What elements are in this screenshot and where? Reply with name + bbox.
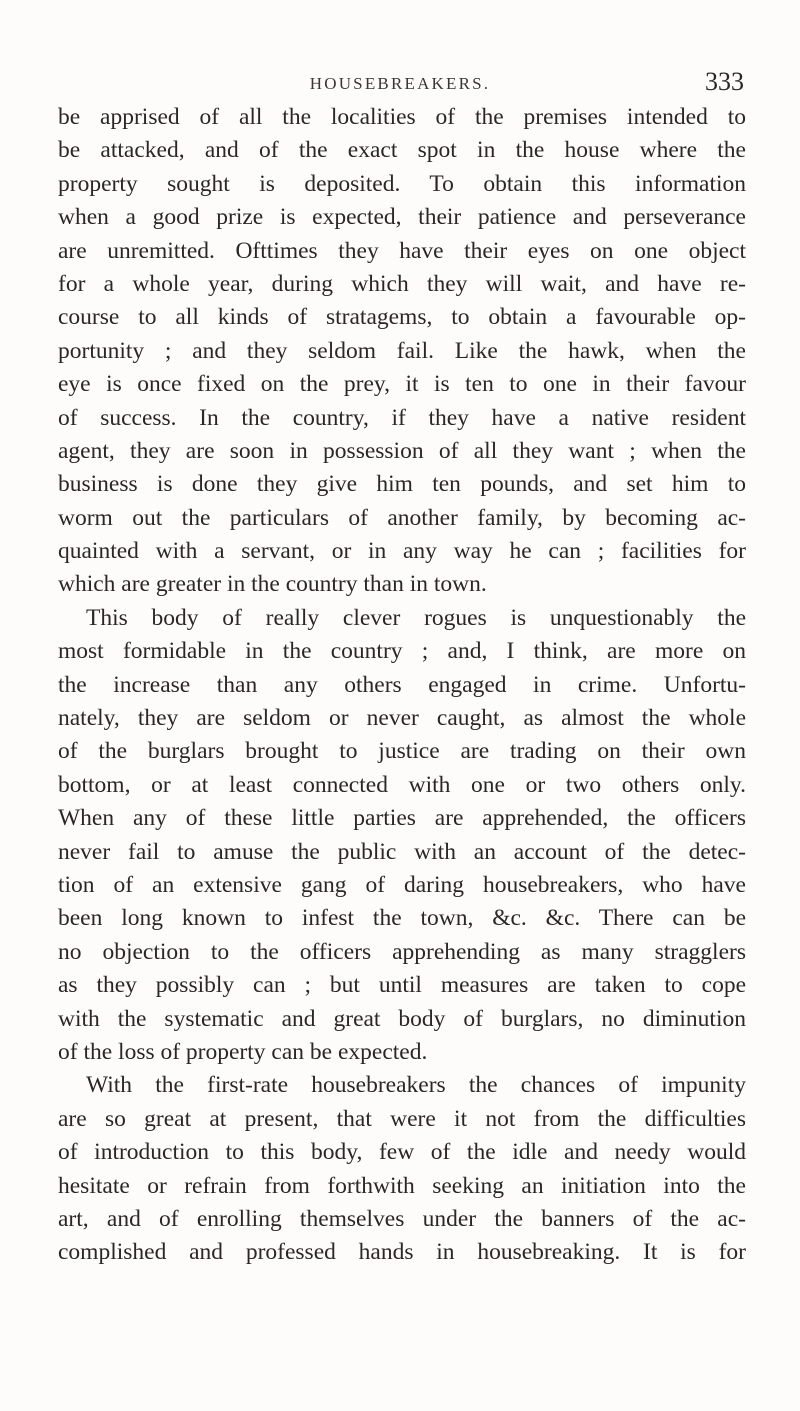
text-line: This body of really clever rogues is unquestionably the: [86, 604, 746, 631]
text-line: are so great at present, that were it not from the difficulties: [58, 1105, 746, 1132]
text-line: nately, they are seldom or never caught, as almost the whole: [58, 705, 746, 732]
text-line: quainted with a servant, or in any way he can ; facilities for: [58, 538, 746, 565]
text-line: worm out the particulars of another family, by becoming ac-: [58, 504, 746, 531]
running-head: [0, 67, 800, 100]
text-line: agent, they are soon in possession of all they want ; when the: [58, 437, 746, 464]
text-line: never fail to amuse the public with an account of the detec-: [58, 838, 746, 865]
text-line: complished and professed hands in housebreaking. It is for: [58, 1239, 746, 1266]
text-line: with the systematic and great body of burglars, no diminution: [58, 1005, 746, 1032]
text-line: When any of these little parties are apprehended, the officers: [58, 805, 746, 832]
text-line: be apprised of all the localities of the premises intended to: [58, 104, 746, 130]
text-line: been long known to infest the town, &c. &c. There can be: [58, 905, 746, 932]
text-line: of success. In the country, if they have a native resident: [58, 404, 746, 431]
text-line: when a good prize is expected, their patience and perseverance: [58, 204, 746, 231]
text-line: With the first-rate housebreakers the chances of impunity: [86, 1072, 746, 1099]
text-line: bottom, or at least connected with one or two others only.: [58, 771, 746, 798]
text-line: portunity ; and they seldom fail. Like the hawk, when the: [58, 337, 746, 364]
text-line: which are greater in the country than in town.: [58, 571, 487, 598]
text-line: most formidable in the country ; and, I think, are more on: [58, 638, 746, 665]
text-line: art, and of enrolling themselves under the banners of the ac-: [58, 1205, 746, 1232]
text-line: the increase than any others engaged in crime. Unfortu-: [58, 671, 746, 698]
text-line: tion of an extensive gang of daring housebreakers, who have: [58, 871, 746, 898]
text-line: as they possibly can ; but until measures are taken to cope: [58, 972, 746, 999]
text-line: eye is once fixed on the prey, it is ten to one in their favour: [58, 371, 746, 398]
text-line: of the burglars brought to justice are trading on their own: [58, 738, 746, 765]
text-line: hesitate or refrain from forthwith seeking an initiation into the: [58, 1172, 746, 1199]
text-line: course to all kinds of stratagems, to obtain a favourable op-: [58, 304, 746, 331]
page-number: 333: [705, 67, 744, 96]
text-line: be attacked, and of the exact spot in the house where the: [58, 137, 746, 164]
text-line: no objection to the officers apprehending as many stragglers: [58, 938, 746, 965]
text-line: business is done they give him ten pounds, and set him to: [58, 471, 746, 498]
body-text: [58, 101, 746, 1270]
running-title: HOUSEBREAKERS.: [309, 74, 491, 93]
text-line: of introduction to this body, few of the idle and needy would: [58, 1139, 746, 1166]
text-line: property sought is deposited. To obtain this information: [58, 170, 746, 197]
text-line: of the loss of property can be expected.: [58, 1038, 428, 1065]
text-line: are unremitted. Ofttimes they have their eyes on one object: [58, 237, 746, 264]
text-line: for a whole year, during which they will wait, and have re-: [58, 270, 746, 297]
